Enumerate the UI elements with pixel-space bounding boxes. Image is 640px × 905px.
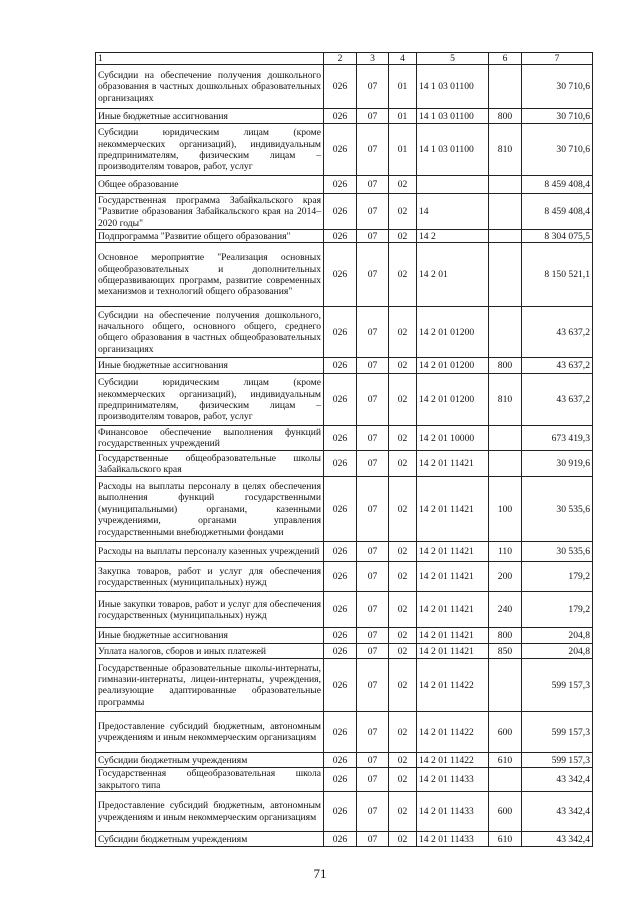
cell-expense-type: 810 <box>489 124 522 176</box>
cell-expense-type <box>489 768 522 792</box>
cell-code-ministry: 026 <box>324 374 357 426</box>
cell-section: 07 <box>357 712 389 753</box>
cell-amount: 8 459 408,4 <box>522 194 593 230</box>
table-row <box>96 451 593 477</box>
cell-description: Субсидии юридическим лицам (кроме некоммерческих организаций), индивидуальным предпринимателям, физическим лицам – производителям товаров, работ, услуг <box>96 374 324 426</box>
table-row <box>96 712 593 753</box>
cell-subsection: 02 <box>389 792 417 832</box>
cell-code-ministry: 026 <box>324 109 357 124</box>
cell-section: 07 <box>357 659 389 712</box>
cell-target-item: 14 2 01 <box>417 243 489 307</box>
cell-code-ministry: 026 <box>324 426 357 451</box>
cell-subsection: 02 <box>389 426 417 451</box>
cell-section: 07 <box>357 194 389 230</box>
cell-expense-type: 800 <box>489 109 522 124</box>
cell-target-item: 14 2 01 10000 <box>417 426 489 451</box>
cell-subsection: 02 <box>389 451 417 477</box>
cell-expense-type <box>489 176 522 194</box>
cell-subsection: 02 <box>389 712 417 753</box>
cell-description: Расходы на выплаты персоналу казенных учреждений <box>96 542 324 562</box>
cell-subsection: 02 <box>389 753 417 768</box>
cell-code-ministry: 026 <box>324 768 357 792</box>
cell-target-item: 14 2 01 01200 <box>417 358 489 374</box>
cell-amount: 599 157,3 <box>522 712 593 753</box>
cell-section: 07 <box>357 307 389 358</box>
cell-section: 07 <box>357 230 389 243</box>
cell-target-item: 14 2 01 11421 <box>417 592 489 628</box>
cell-section: 07 <box>357 562 389 592</box>
header-cell-subsection: 4 <box>389 53 417 65</box>
cell-target-item: 14 1 03 01100 <box>417 109 489 124</box>
cell-code-ministry: 026 <box>324 753 357 768</box>
table-row <box>96 65 593 109</box>
cell-expense-type: 610 <box>489 753 522 768</box>
cell-subsection: 02 <box>389 307 417 358</box>
cell-expense-type <box>489 194 522 230</box>
cell-subsection: 02 <box>389 644 417 659</box>
table-row <box>96 768 593 792</box>
cell-section: 07 <box>357 374 389 426</box>
cell-amount: 30 710,6 <box>522 109 593 124</box>
table-row <box>96 358 593 374</box>
table-row <box>96 194 593 230</box>
cell-description: Субсидии бюджетным учреждениям <box>96 832 324 847</box>
table-row <box>96 243 593 307</box>
cell-section: 07 <box>357 792 389 832</box>
cell-target-item: 14 2 01 11422 <box>417 712 489 753</box>
cell-target-item <box>417 176 489 194</box>
cell-target-item: 14 2 01 11433 <box>417 832 489 847</box>
cell-amount: 30 535,6 <box>522 477 593 542</box>
cell-subsection: 02 <box>389 374 417 426</box>
cell-code-ministry: 026 <box>324 542 357 562</box>
cell-amount: 204,8 <box>522 644 593 659</box>
cell-section: 07 <box>357 592 389 628</box>
cell-target-item: 14 2 01 01200 <box>417 307 489 358</box>
cell-section: 07 <box>357 358 389 374</box>
table-row <box>96 542 593 562</box>
cell-target-item: 14 2 01 11421 <box>417 451 489 477</box>
cell-subsection: 01 <box>389 109 417 124</box>
cell-description: Финансовое обеспечение выполнения функций государственных учреждений <box>96 426 324 451</box>
cell-code-ministry: 026 <box>324 712 357 753</box>
cell-expense-type <box>489 230 522 243</box>
cell-amount: 8 150 521,1 <box>522 243 593 307</box>
cell-description: Субсидии бюджетным учреждениям <box>96 753 324 768</box>
header-cell-target-item: 5 <box>417 53 489 65</box>
cell-subsection: 01 <box>389 124 417 176</box>
cell-target-item: 14 2 01 11421 <box>417 628 489 644</box>
cell-code-ministry: 026 <box>324 628 357 644</box>
table-row <box>96 374 593 426</box>
table-row <box>96 832 593 847</box>
header-cell-expense-type: 6 <box>489 53 522 65</box>
cell-expense-type <box>489 659 522 712</box>
cell-section: 07 <box>357 109 389 124</box>
cell-code-ministry: 026 <box>324 307 357 358</box>
cell-amount: 43 637,2 <box>522 374 593 426</box>
page-number: 71 <box>313 866 327 881</box>
table-row <box>96 124 593 176</box>
cell-subsection: 02 <box>389 243 417 307</box>
cell-amount: 599 157,3 <box>522 753 593 768</box>
cell-subsection: 02 <box>389 542 417 562</box>
header-cell-description: 1 <box>96 53 324 65</box>
cell-description: Закупка товаров, работ и услуг для обеспечения государственных (муниципальных) нужд <box>96 562 324 592</box>
cell-target-item: 14 2 <box>417 230 489 243</box>
cell-expense-type: 600 <box>489 792 522 832</box>
cell-description: Субсидии на обеспечение получения дошкольного образования в частных дошкольных образовательных организациях <box>96 65 324 109</box>
cell-expense-type: 110 <box>489 542 522 562</box>
cell-section: 07 <box>357 542 389 562</box>
cell-code-ministry: 026 <box>324 832 357 847</box>
cell-amount: 30 919,6 <box>522 451 593 477</box>
cell-code-ministry: 026 <box>324 451 357 477</box>
table-body <box>96 53 593 847</box>
cell-amount: 43 342,4 <box>522 792 593 832</box>
table-row <box>96 562 593 592</box>
cell-code-ministry: 026 <box>324 477 357 542</box>
cell-code-ministry: 026 <box>324 562 357 592</box>
cell-expense-type <box>489 307 522 358</box>
cell-description: Государственные образовательные школы-интернаты, гимназии-интернаты, лицеи-интернаты, учреждения, реализующие адаптированные образовательные программы <box>96 659 324 712</box>
cell-description: Иные бюджетные ассигнования <box>96 628 324 644</box>
cell-section: 07 <box>357 243 389 307</box>
cell-description: Основное мероприятие "Реализация основных общеобразовательных и дополнительных общеразвивающих программ, развитие современных механизмов и технологий общего образования" <box>96 243 324 307</box>
table-row <box>96 176 593 194</box>
cell-section: 07 <box>357 753 389 768</box>
budget-table <box>95 52 593 847</box>
cell-description: Государственная общеобразовательная школа закрытого типа <box>96 768 324 792</box>
table-row <box>96 592 593 628</box>
cell-description: Субсидии юридическим лицам (кроме некоммерческих организаций), индивидуальным предпринимателям, физическим лицам – производителям товаров, работ, услуг <box>96 124 324 176</box>
cell-target-item: 14 2 01 11422 <box>417 753 489 768</box>
table-row <box>96 644 593 659</box>
cell-expense-type: 200 <box>489 562 522 592</box>
cell-expense-type <box>489 243 522 307</box>
cell-code-ministry: 026 <box>324 659 357 712</box>
cell-expense-type <box>489 451 522 477</box>
cell-subsection: 02 <box>389 230 417 243</box>
cell-section: 07 <box>357 65 389 109</box>
cell-expense-type: 240 <box>489 592 522 628</box>
cell-description: Уплата налогов, сборов и иных платежей <box>96 644 324 659</box>
cell-description: Государственная программа Забайкальского края "Развитие образования Забайкальского края на 2014–2020 годы" <box>96 194 324 230</box>
cell-section: 07 <box>357 176 389 194</box>
table-row <box>96 477 593 542</box>
cell-amount: 43 342,4 <box>522 768 593 792</box>
table-row <box>96 307 593 358</box>
cell-description: Субсидии на обеспечение получения дошкольного, начального общего, основного общего, среднего общего образования в частных общеобразовательных организациях <box>96 307 324 358</box>
table-row <box>96 426 593 451</box>
cell-description: Иные бюджетные ассигнования <box>96 109 324 124</box>
table-header-row <box>96 53 593 65</box>
cell-target-item: 14 <box>417 194 489 230</box>
cell-expense-type: 850 <box>489 644 522 659</box>
cell-code-ministry: 026 <box>324 194 357 230</box>
cell-target-item: 14 2 01 11421 <box>417 562 489 592</box>
cell-code-ministry: 026 <box>324 358 357 374</box>
cell-description: Расходы на выплаты персоналу в целях обеспечения выполнения функций государственными (муниципальными) органами, казенными учреждениями, органами управления государственными внебюджетными фондами <box>96 477 324 542</box>
cell-subsection: 02 <box>389 562 417 592</box>
cell-amount: 30 710,6 <box>522 65 593 109</box>
table-row <box>96 628 593 644</box>
cell-target-item: 14 2 01 11421 <box>417 542 489 562</box>
table-row <box>96 659 593 712</box>
cell-expense-type: 600 <box>489 712 522 753</box>
cell-code-ministry: 026 <box>324 124 357 176</box>
table-row <box>96 753 593 768</box>
cell-target-item: 14 2 01 11422 <box>417 659 489 712</box>
cell-description: Иные закупки товаров, работ и услуг для обеспечения государственных (муниципальных) нужд <box>96 592 324 628</box>
cell-subsection: 02 <box>389 628 417 644</box>
cell-subsection: 02 <box>389 768 417 792</box>
cell-code-ministry: 026 <box>324 592 357 628</box>
cell-subsection: 02 <box>389 477 417 542</box>
cell-description: Предоставление субсидий бюджетным, автономным учреждениям и иным некоммерческим организациям <box>96 712 324 753</box>
cell-section: 07 <box>357 426 389 451</box>
cell-subsection: 02 <box>389 832 417 847</box>
header-cell-amount: 7 <box>522 53 593 65</box>
cell-description: Общее образование <box>96 176 324 194</box>
cell-amount: 30 535,6 <box>522 542 593 562</box>
cell-code-ministry: 026 <box>324 792 357 832</box>
cell-target-item: 14 2 01 11433 <box>417 792 489 832</box>
cell-expense-type: 100 <box>489 477 522 542</box>
cell-target-item: 14 2 01 11421 <box>417 477 489 542</box>
cell-section: 07 <box>357 477 389 542</box>
cell-description: Подпрограмма "Развитие общего образования" <box>96 230 324 243</box>
cell-target-item: 14 1 03 01100 <box>417 65 489 109</box>
cell-subsection: 02 <box>389 592 417 628</box>
cell-description: Предоставление субсидий бюджетным, автономным учреждениям и иным некоммерческим организациям <box>96 792 324 832</box>
cell-amount: 599 157,3 <box>522 659 593 712</box>
table-row <box>96 792 593 832</box>
cell-description: Иные бюджетные ассигнования <box>96 358 324 374</box>
cell-amount: 8 304 075,5 <box>522 230 593 243</box>
cell-amount: 673 419,3 <box>522 426 593 451</box>
cell-target-item: 14 1 03 01100 <box>417 124 489 176</box>
cell-code-ministry: 026 <box>324 230 357 243</box>
cell-amount: 30 710,6 <box>522 124 593 176</box>
cell-description: Государственные общеобразовательные школы Забайкальского края <box>96 451 324 477</box>
cell-target-item: 14 2 01 11421 <box>417 644 489 659</box>
header-cell-code-ministry: 2 <box>324 53 357 65</box>
header-cell-section: 3 <box>357 53 389 65</box>
cell-subsection: 01 <box>389 65 417 109</box>
cell-amount: 179,2 <box>522 562 593 592</box>
cell-code-ministry: 026 <box>324 176 357 194</box>
cell-expense-type <box>489 426 522 451</box>
cell-subsection: 02 <box>389 358 417 374</box>
cell-section: 07 <box>357 124 389 176</box>
cell-code-ministry: 026 <box>324 644 357 659</box>
cell-amount: 179,2 <box>522 592 593 628</box>
cell-expense-type: 800 <box>489 628 522 644</box>
cell-amount: 204,8 <box>522 628 593 644</box>
cell-section: 07 <box>357 644 389 659</box>
cell-amount: 43 637,2 <box>522 307 593 358</box>
cell-amount: 43 342,4 <box>522 832 593 847</box>
cell-amount: 43 637,2 <box>522 358 593 374</box>
cell-section: 07 <box>357 451 389 477</box>
cell-expense-type: 610 <box>489 832 522 847</box>
cell-expense-type: 810 <box>489 374 522 426</box>
cell-section: 07 <box>357 628 389 644</box>
table-row <box>96 109 593 124</box>
cell-expense-type <box>489 65 522 109</box>
cell-code-ministry: 026 <box>324 65 357 109</box>
cell-subsection: 02 <box>389 176 417 194</box>
cell-section: 07 <box>357 768 389 792</box>
cell-code-ministry: 026 <box>324 243 357 307</box>
cell-section: 07 <box>357 832 389 847</box>
table-row <box>96 230 593 243</box>
cell-target-item: 14 2 01 01200 <box>417 374 489 426</box>
cell-amount: 8 459 408,4 <box>522 176 593 194</box>
cell-target-item: 14 2 01 11433 <box>417 768 489 792</box>
cell-expense-type: 800 <box>489 358 522 374</box>
cell-subsection: 02 <box>389 659 417 712</box>
cell-subsection: 02 <box>389 194 417 230</box>
